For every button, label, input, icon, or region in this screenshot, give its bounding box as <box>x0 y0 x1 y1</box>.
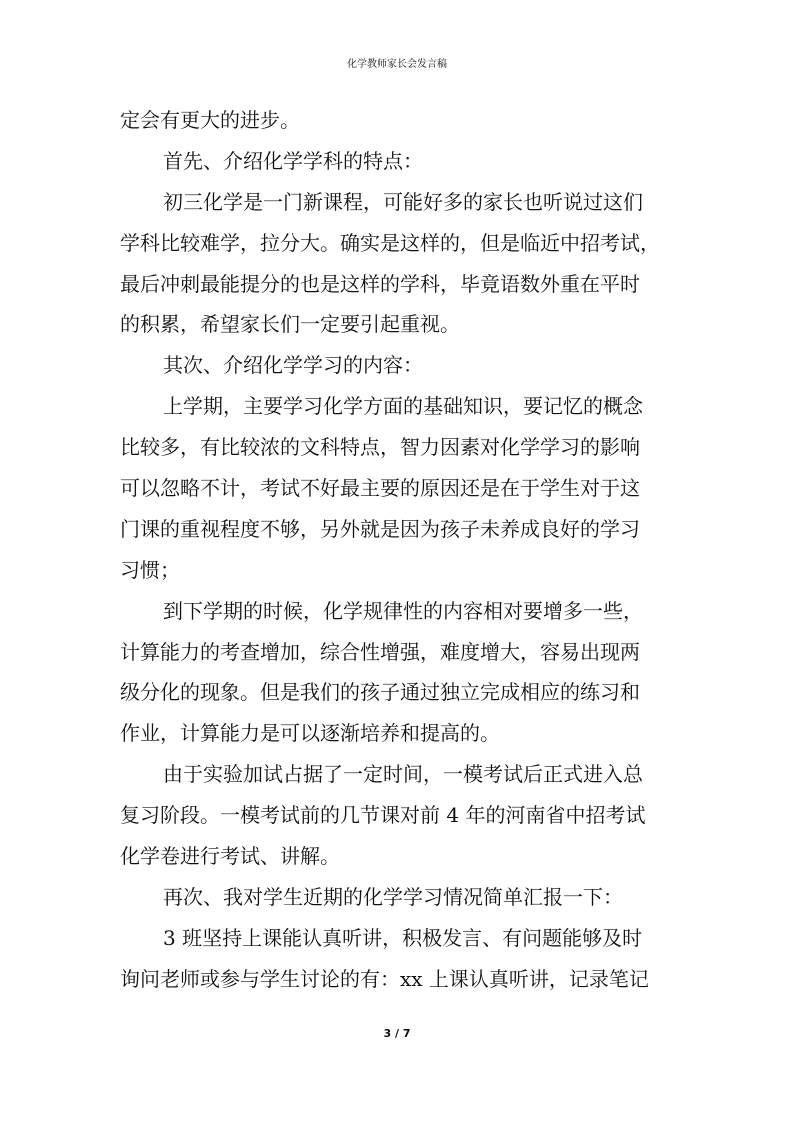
body-line: 化学卷进行考试、讲解。 <box>120 844 340 869</box>
body-line: 3 班坚持上课能认真听讲，积极发言、有问题能够及时 <box>163 925 643 950</box>
section-heading: 再次、我对学生近期的化学学习情况简单汇报一下： <box>163 884 623 909</box>
body-line: 比较多，有比较浓的文科特点，智力因素对化学学习的影响 <box>120 435 640 460</box>
body-line: 可以忽略不计，考试不好最主要的原因还是在于学生对于这 <box>120 476 640 501</box>
page-number: 3 / 7 <box>383 1027 411 1040</box>
document-body <box>120 100 675 1000</box>
body-line: 定会有更大的进步。 <box>120 108 300 132</box>
body-line: 初三化学是一门新课程，可能好多的家长也听说过这们 <box>163 189 643 214</box>
section-heading: 首先、介绍化学学科的特点： <box>163 148 423 173</box>
body-line: 门课的重视程度不够，另外就是因为孩子未养成良好的学习 <box>120 516 640 541</box>
body-line: 由于实验加试占据了一定时间，一模考试后正式进入总 <box>163 762 643 787</box>
body-line: 级分化的现象。但是我们的孩子通过独立完成相应的练习和 <box>120 680 640 705</box>
body-line: 习惯； <box>120 557 180 582</box>
body-line: 作业，计算能力是可以逐渐培养和提高的。 <box>120 721 500 746</box>
section-heading: 其次、介绍化学学习的内容： <box>163 353 423 378</box>
body-line: 最后冲刺最能提分的也是这样的学科，毕竟语数外重在平时 <box>120 271 640 296</box>
body-line: 学科比较难学，拉分大。确实是这样的，但是临近中招考试， <box>120 230 660 255</box>
body-line: 到下学期的时候，化学规律性的内容相对要增多一些， <box>163 598 643 623</box>
body-line: 计算能力的考查增加，综合性增强，难度增大，容易出现两 <box>120 639 640 664</box>
body-line: 上学期，主要学习化学方面的基础知识，要记忆的概念 <box>163 394 643 419</box>
page-header-title: 化学教师家长会发言稿 <box>347 59 447 70</box>
body-line: 的积累，希望家长们一定要引起重视。 <box>120 312 460 337</box>
body-line: 复习阶段。一模考试前的几节课对前 4 年的河南省中招考试 <box>120 803 646 828</box>
body-line: 询问老师或参与学生讨论的有：xx 上课认真听讲，记录笔记 <box>120 966 649 991</box>
